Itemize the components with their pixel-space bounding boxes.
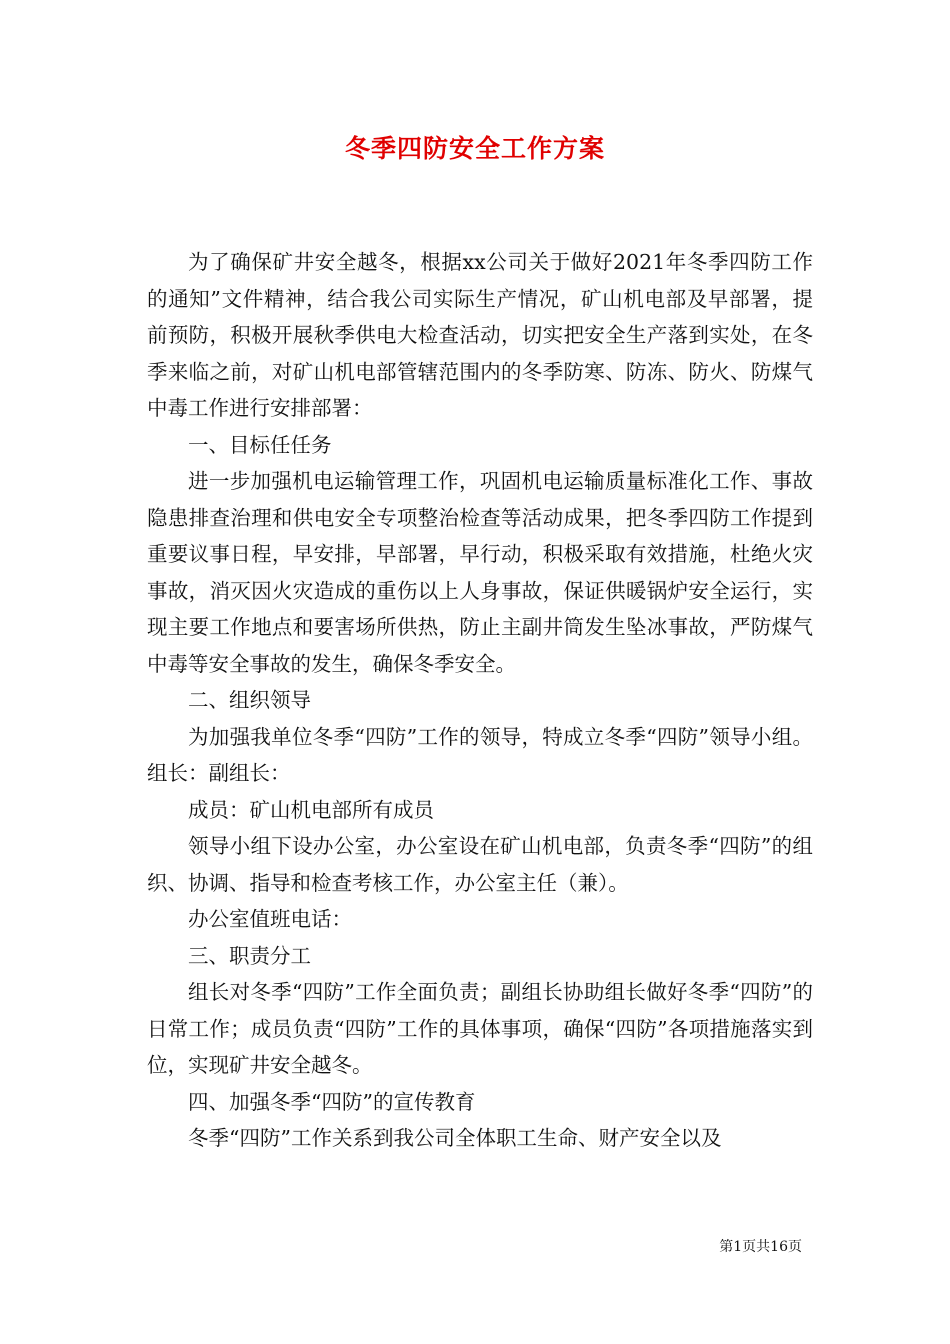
heading-responsibilities: 三、职责分工 (188, 943, 311, 968)
paragraph-organization: 为加强我单位冬季“四防”工作的领导，特成立冬季“四防”领导小组。组长：副组长： (147, 724, 813, 785)
heading-organization: 二、组织领导 (188, 688, 311, 712)
paragraph-responsibilities: 组长对冬季“四防”工作全面负责；副组长协助组长做好冬季“四防”的日常工作；成员负责“四防”工作的具体事项，确保“四防”各项措施落实到位，实现矿井安全越冬。 (147, 980, 813, 1077)
paragraph-intro: 为了确保矿井安全越冬，根据xx公司关于做好2021年冬季四防工作的通知”文件精神，结合我公司实际生产情况，矿山机电部及早部署，提前预防，积极开展秋季供电大检查活动，切实把安全生产落到实处，在冬季来临之前，对矿山机电部管辖范围内的冬季防寒、防冻、防火、防煤气中毒工作进行安排部署： (147, 250, 813, 420)
paragraph-objectives: 进一步加强机电运输管理工作，巩固机电运输质量标准化工作、事故隐患排查治理和供电安全专项整治检查等活动成果，把冬季四防工作提到重要议事日程，早安排，早部署，早行动，积极采取有效措施，杜绝火灾事故，消灭因火灾造成的重伤以上人身事故，保证供暖锅炉安全运行，实现主要工作地点和要害场所供热，防止主副井筒发生坠冰事故，严防煤气中毒等安全事故的发生，确保冬季安全。 (147, 469, 813, 676)
paragraph-education: 冬季“四防”工作关系到我公司全体职工生命、财产安全以及 (188, 1126, 722, 1150)
document-title: 冬季四防安全工作方案 (344, 134, 605, 163)
document-body (147, 244, 813, 1157)
paragraph-members: 成员：矿山机电部所有成员 (188, 797, 434, 822)
heading-education: 四、加强冬季“四防”的宣传教育 (188, 1089, 476, 1114)
heading-objectives: 一、目标任任务 (188, 432, 332, 457)
page-number-footer: 第1页共16页 (719, 1239, 802, 1255)
paragraph-phone: 办公室值班电话： (188, 907, 352, 931)
paragraph-office: 领导小组下设办公室，办公室设在矿山机电部，负责冬季“四防”的组织、协调、指导和检查考核工作，办公室主任（兼）。 (147, 834, 813, 895)
